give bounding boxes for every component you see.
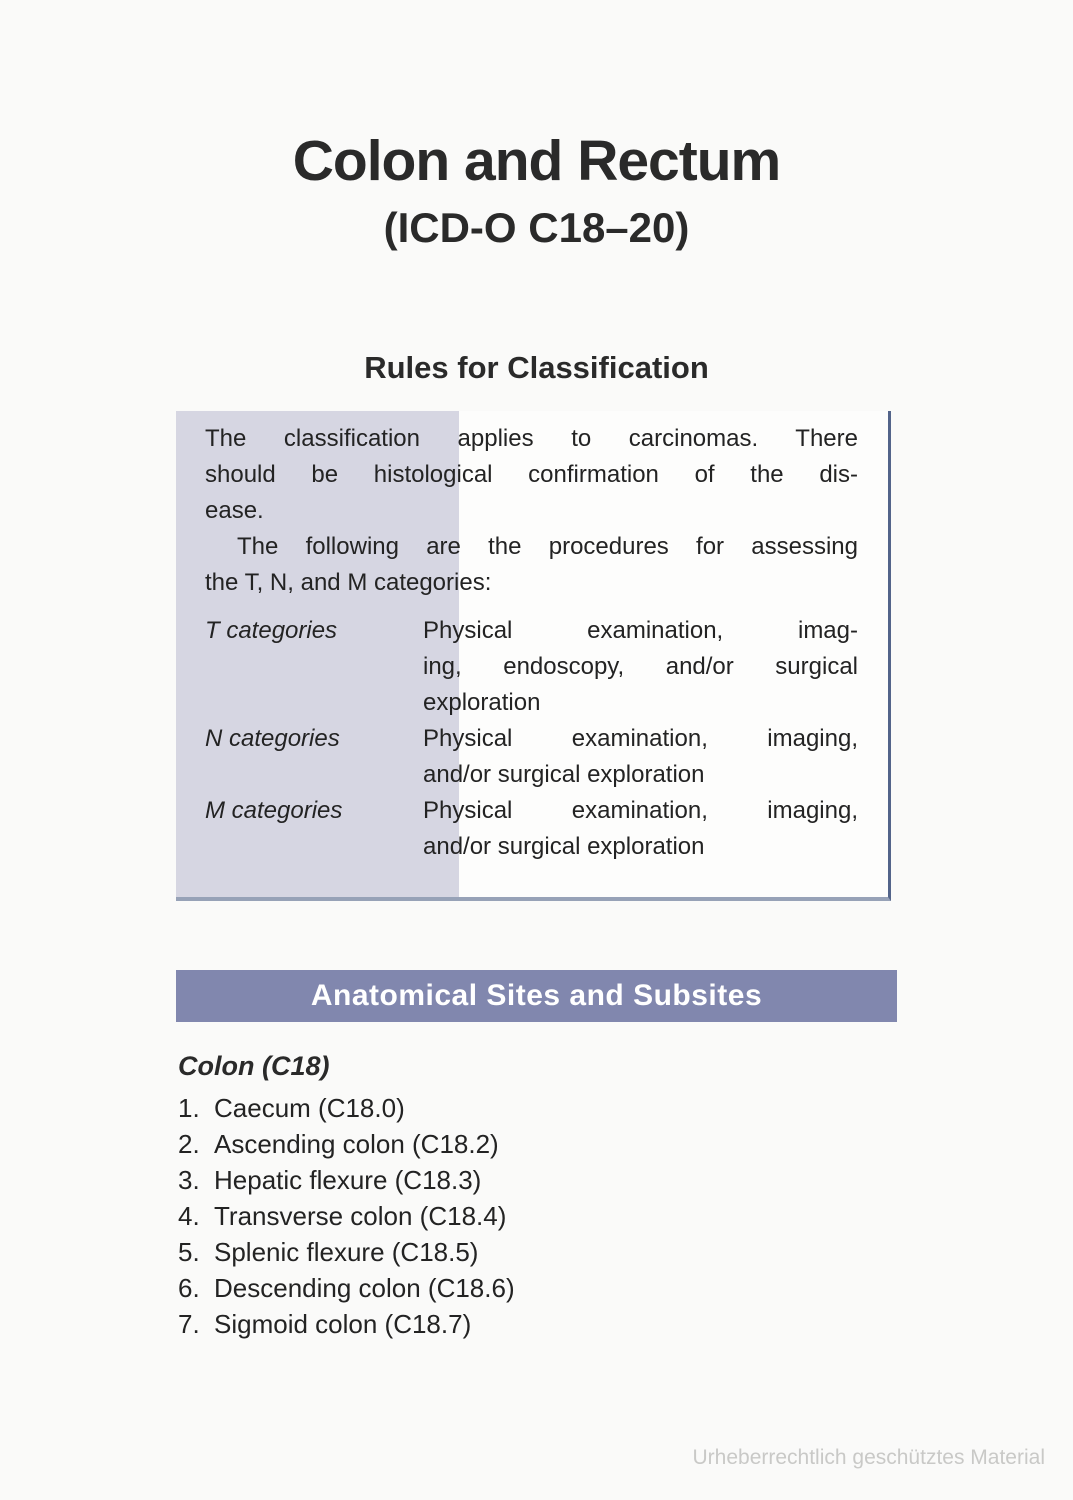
anatomical-sites-banner: Anatomical Sites and Subsites [176, 970, 897, 1022]
rules-classification-box [176, 411, 891, 901]
site-label: Transverse colon (C18.4) [214, 1201, 507, 1231]
site-number: 5. [178, 1237, 200, 1267]
site-number: 6. [178, 1273, 200, 1303]
intro-line: The classification applies to carcinomas. There [205, 425, 858, 452]
procedure-line: the T, N, and M categories: [205, 569, 492, 596]
category-row-m [205, 793, 858, 865]
category-label: T categories [205, 617, 338, 644]
copyright-watermark: Urheberrechtlich geschütztes Material [692, 1446, 1045, 1469]
site-list-item [178, 1090, 515, 1126]
description-line: Physical examination, imaging, [423, 725, 858, 752]
description-line: exploration [423, 689, 541, 716]
category-description [423, 613, 858, 721]
site-list-item [178, 1162, 515, 1198]
category-row-t [205, 613, 858, 721]
site-list-item [178, 1198, 515, 1234]
page-subtitle: (ICD-O C18–20) [383, 204, 690, 251]
site-list-item [178, 1126, 515, 1162]
site-list-item [178, 1270, 515, 1306]
site-list [178, 1090, 515, 1342]
site-label: Ascending colon (C18.2) [214, 1129, 499, 1159]
rules-text [176, 411, 888, 865]
site-number: 1. [178, 1093, 200, 1123]
description-line: Physical examination, imaging, [423, 797, 858, 824]
site-list-item [178, 1306, 515, 1342]
site-number: 7. [178, 1309, 200, 1339]
site-label: Caecum (C18.0) [214, 1093, 405, 1123]
site-label: Splenic flexure (C18.5) [214, 1237, 479, 1267]
page-title: Colon and Rectum [292, 129, 781, 193]
category-description [423, 793, 858, 865]
category-label: N categories [205, 725, 340, 752]
category-row-n [205, 721, 858, 793]
description-line: ing, endoscopy, and/or surgical [423, 653, 858, 680]
colon-group-heading: Colon (C18) [178, 1051, 330, 1081]
site-number: 4. [178, 1201, 200, 1231]
site-number: 2. [178, 1129, 200, 1159]
intro-line: ease. [205, 497, 264, 524]
category-label: M categories [205, 797, 343, 824]
site-label: Descending colon (C18.6) [214, 1273, 515, 1303]
site-label: Hepatic flexure (C18.3) [214, 1165, 482, 1195]
site-label: Sigmoid colon (C18.7) [214, 1309, 472, 1339]
site-list-item [178, 1234, 515, 1270]
site-number: 3. [178, 1165, 200, 1195]
category-procedures [205, 613, 858, 865]
description-line: and/or surgical exploration [423, 833, 705, 860]
description-line: and/or surgical exploration [423, 761, 705, 788]
category-description [423, 721, 858, 793]
description-line: Physical examination, imag- [423, 617, 858, 644]
procedure-line: The following are the procedures for assessing [237, 533, 858, 560]
intro-line: should be histological confirmation of the dis- [205, 461, 858, 488]
rules-classification-heading: Rules for Classification [364, 350, 709, 385]
